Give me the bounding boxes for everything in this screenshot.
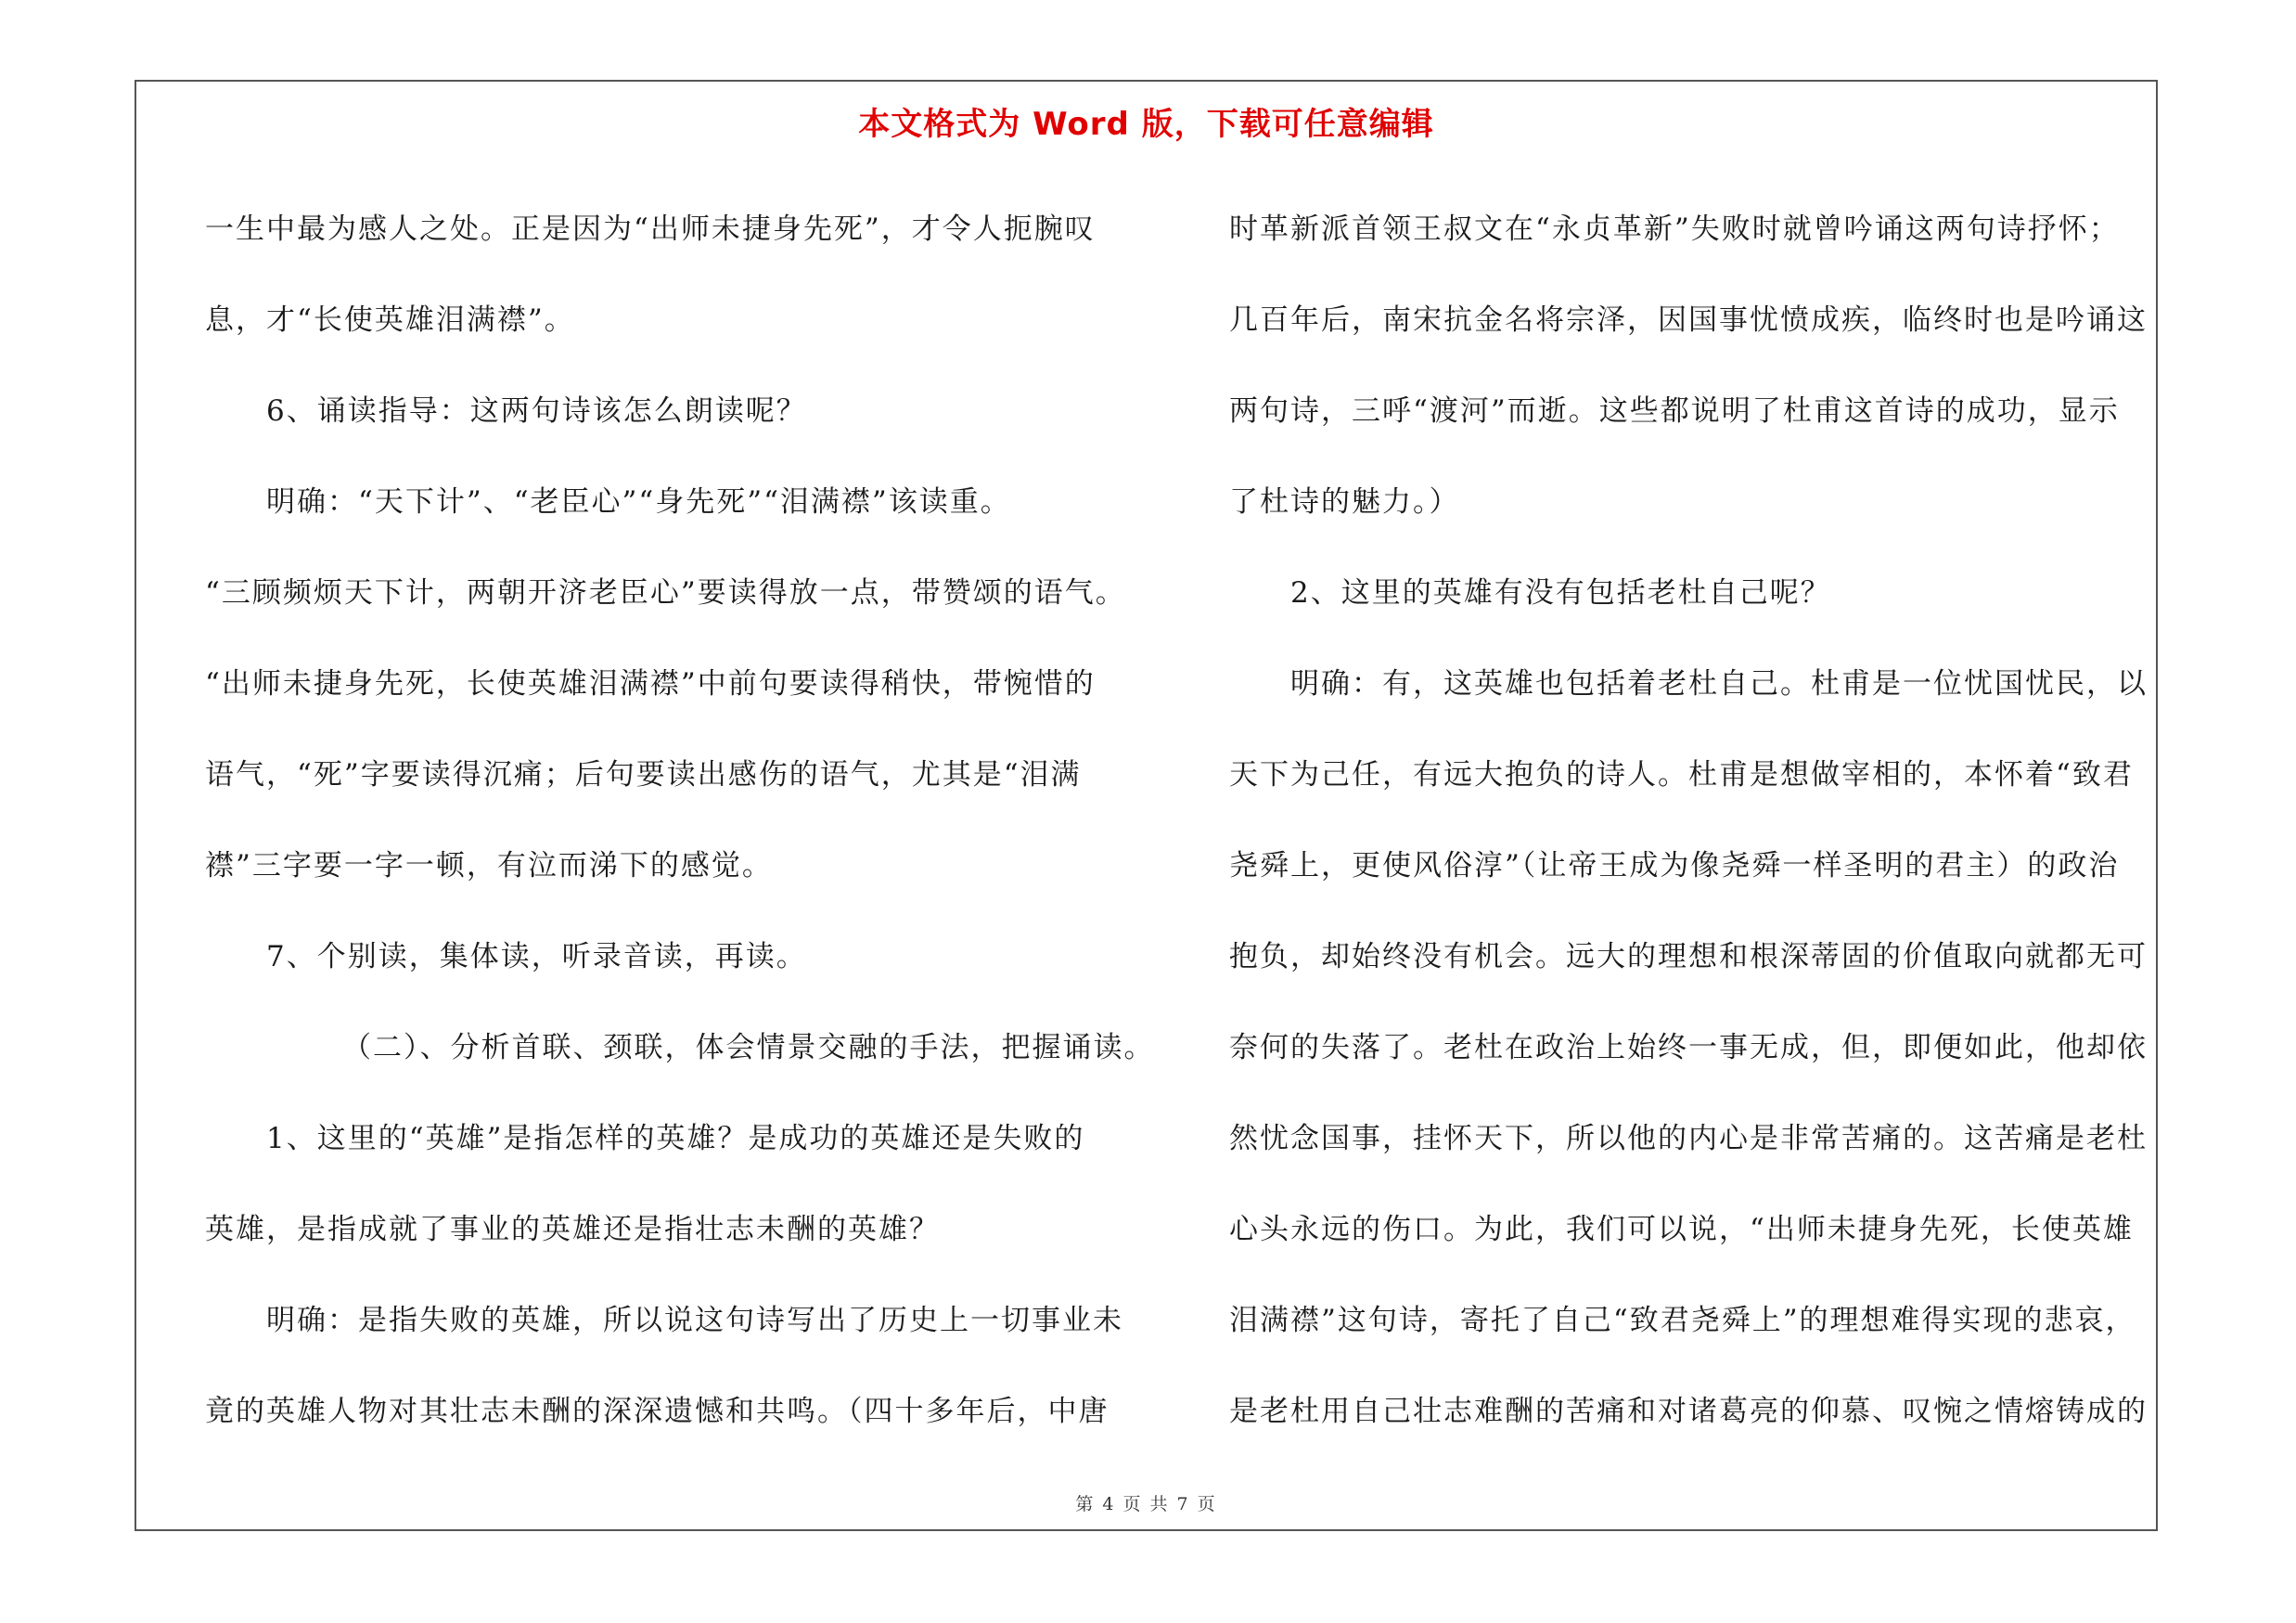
paragraph-line: 几百年后，南宋抗金名将宗泽，因国事忧愤成疾，临终时也是吟诵这 [1229,303,2148,337]
paragraph-line: 一生中最为感人之处。正是因为“出师未捷身先死”，才令人扼腕叹 [205,213,1096,246]
paragraph-line: 两句诗，三呼“渡河”而逝。这些都说明了杜甫这首诗的成功，显示 [1229,394,2120,428]
paragraph-line: 了杜诗的魅力。） [1229,485,1460,519]
left-column [205,184,1155,1457]
paragraph-line: 然忧念国事，挂怀天下，所以他的内心是非常苦痛的。这苦痛是老杜 [1229,1122,2148,1155]
paragraph-line: 泪满襟”这句诗，寄托了自己“致君尧舜上”的理想难得实现的悲哀， [1229,1304,2136,1337]
page-frame [135,80,2158,1531]
page-number-footer: 第 4 页 共 7 页 [1075,1494,1217,1514]
paragraph-line: 是老杜用自己壮志难酬的苦痛和对诸葛亮的仰慕、叹惋之情熔铸成的 [1229,1395,2148,1428]
paragraph-line: 语气，“死”字要读得沉痛；后句要读出感伤的语气，尤其是“泪满 [205,758,1082,792]
paragraph-line: 天下为己任，有远大抱负的诗人。杜甫是想做宰相的，本怀着“致君 [1229,758,2134,792]
section-heading: （二）、分析首联、颈联，体会情景交融的手法，把握诵读。 [342,1031,1155,1064]
paragraph-line: 竟的英雄人物对其壮志未酬的深深遗憾和共鸣。（四十多年后，中唐 [205,1395,1110,1428]
paragraph-line: 时革新派首领王叔文在“永贞革新”失败时就曾吟诵这两句诗抒怀； [1229,213,2120,246]
header-banner: 本文格式为 Word 版，下载可任意编辑 [858,106,1434,143]
right-column [1229,184,2152,1457]
paragraph-line: 1、这里的“英雄”是指怎样的英雄？是成功的英雄还是失败的 [266,1122,1085,1155]
paragraph-line: 奈何的失落了。老杜在政治上始终一事无成，但，即便如此，他却依 [1229,1031,2148,1064]
paragraph-line: 襟”三字要一字一顿，有泣而涕下的感觉。 [205,849,773,882]
paragraph-line: 2、这里的英雄有没有包括老杜自己呢？ [1290,576,1831,610]
paragraph-line: 明确：是指失败的英雄，所以说这句诗写出了历史上一切事业未 [266,1304,1123,1337]
paragraph-line: 抱负，却始终没有机会。远大的理想和根深蒂固的价值取向就都无可 [1229,940,2148,973]
paragraph-line: 英雄，是指成就了事业的英雄还是指壮志未酬的英雄？ [205,1213,940,1246]
paragraph-line: 7、个别读，集体读，听录音读，再读。 [266,940,807,973]
paragraph-line: “三顾频烦天下计，两朝开济老臣心”要读得放一点，带赞颂的语气。 [205,576,1126,610]
paragraph-line: “出师未捷身先死，长使英雄泪满襟”中前句要读得稍快，带惋惜的 [205,667,1096,701]
paragraph-line: 明确：“天下计”、“老臣心”“身先死”“泪满襟”该读重。 [266,485,1011,519]
paragraph-line: 明确：有，这英雄也包括着老杜自己。杜甫是一位忧国忧民，以 [1290,667,2148,701]
paragraph-line: 6、诵读指导：这两句诗该怎么朗读呢？ [266,394,807,428]
paragraph-line: 尧舜上，更使风俗淳”（让帝王成为像尧舜一样圣明的君主）的政治 [1229,849,2120,882]
paragraph-line: 心头永远的伤口。为此，我们可以说，“出师未捷身先死，长使英雄 [1229,1213,2134,1246]
paragraph-line: 息，才“长使英雄泪满襟”。 [205,303,575,337]
